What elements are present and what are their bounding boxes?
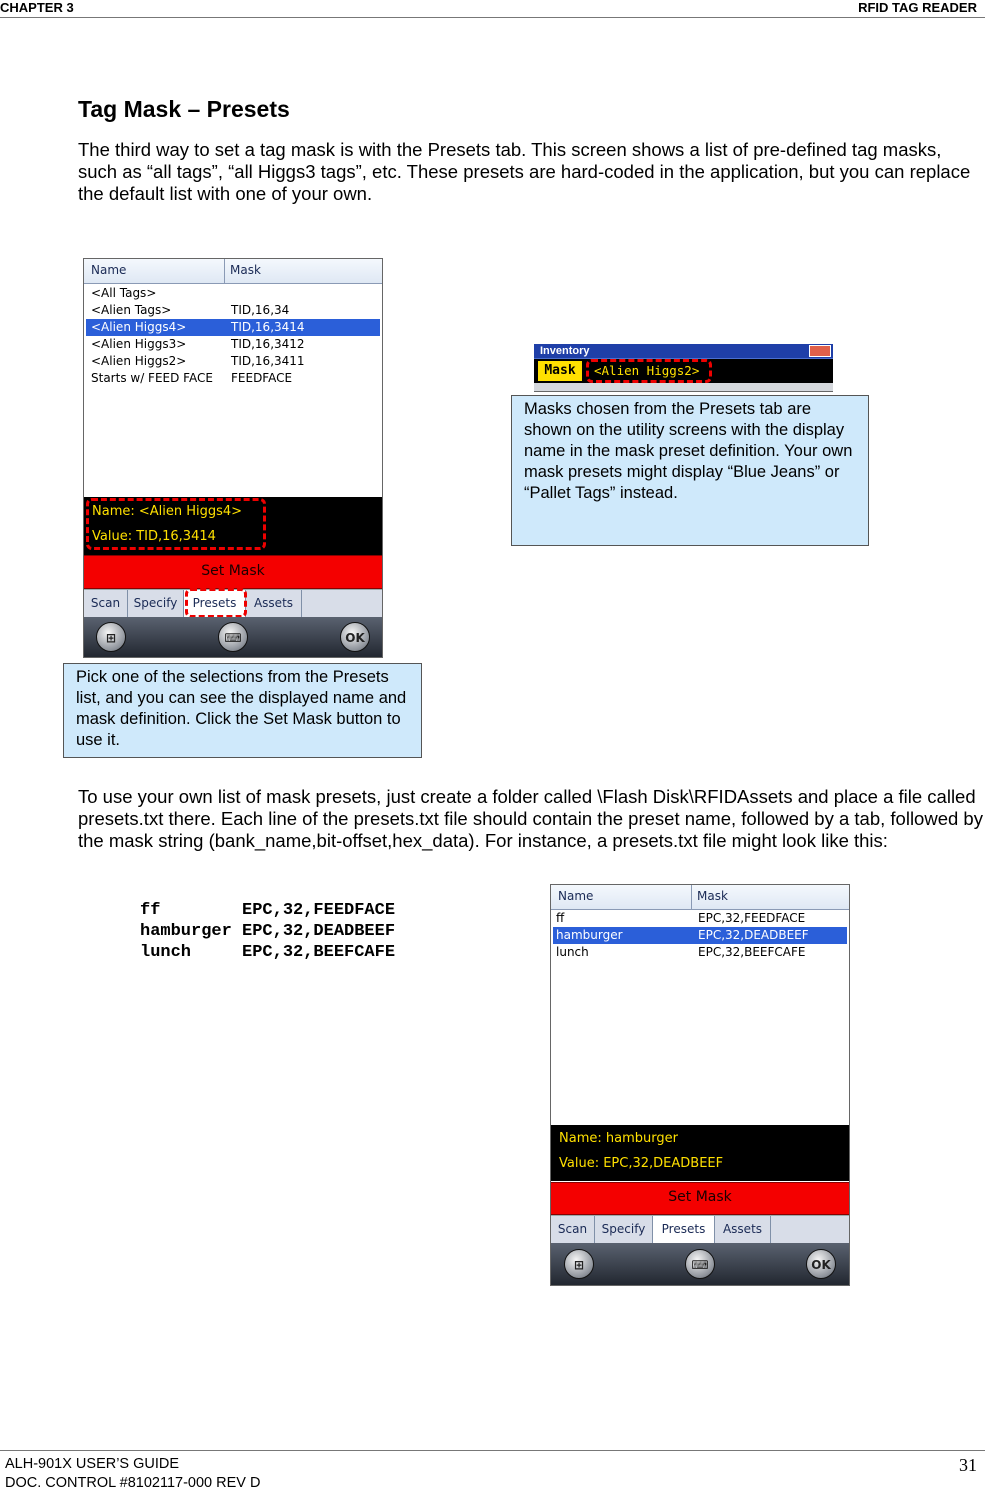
list-item[interactable]: <Alien Tags> TID,16,34 (91, 303, 290, 317)
preset-name-line: Name: <Alien Higgs4> (92, 504, 243, 519)
list-item[interactable]: <Alien Higgs3> TID,16,3412 (91, 337, 305, 351)
tab-specify[interactable]: Specify (128, 590, 184, 618)
window-title: Inventory (534, 344, 833, 358)
presets-tab-highlight (185, 588, 247, 618)
column-mask-header[interactable]: Mask (230, 263, 261, 277)
mask-value: <Alien Higgs2> (594, 363, 700, 378)
presets-file-example (140, 900, 395, 963)
start-menu-icon[interactable]: ⊞ (564, 1249, 594, 1279)
list-header (551, 885, 849, 910)
tab-presets[interactable]: Presets (653, 1216, 715, 1244)
tab-assets[interactable]: Assets (715, 1216, 771, 1244)
code-line: ff EPC,32,FEEDFACE (140, 901, 396, 920)
list-item-selected[interactable]: <Alien Higgs4> TID,16,3414 (86, 319, 380, 336)
ok-button[interactable]: OK (806, 1249, 836, 1279)
column-name-header[interactable]: Name (558, 889, 594, 903)
footer-guide: ALH-901X USER’S GUIDE (5, 1456, 180, 1472)
tab-scan[interactable]: Scan (551, 1216, 595, 1244)
intro-paragraph: The third way to set a tag mask is with the Presets tab. This screen shows a list of pre-defined tag masks, such as “all tags”, “all Higgs3 tags”, etc. These presets are hard-coded in the application, but you can replace the default list with one of your own. (78, 139, 971, 204)
section-label: RFID TAG READER (858, 0, 977, 15)
softkey-bar (84, 617, 382, 657)
keyboard-icon[interactable]: ⌨ (685, 1249, 715, 1279)
chapter-label: CHAPTER 3 (0, 0, 74, 15)
list-item-selected[interactable]: hamburger EPC,32,DEADBEEF (553, 927, 847, 944)
mask-label: Mask (538, 361, 582, 381)
presets-screen-1 (83, 258, 383, 658)
preset-info-panel (84, 497, 382, 555)
start-menu-icon[interactable]: ⊞ (96, 622, 126, 652)
list-item[interactable]: <All Tags> (91, 286, 157, 300)
tab-bar (84, 589, 382, 618)
list-item[interactable]: ff EPC,32,FEEDFACE (556, 911, 806, 925)
tab-scan[interactable]: Scan (84, 590, 128, 618)
list-item[interactable]: Starts w/ FEED FACE FEEDFACE (91, 371, 293, 385)
tab-specify[interactable]: Specify (595, 1216, 653, 1244)
presets-file-paragraph: To use your own list of mask presets, just create a folder called \Flash Disk\RFIDAssets and place a file called presets.txt there. Each line of the presets.txt file should contain the preset name, followed by a tab, followed by the mask string (bank_name,bit-offset,hex_data). For instance, a presets.txt file might look like this: (78, 786, 983, 851)
list-header (84, 259, 382, 284)
column-name-header[interactable]: Name (91, 263, 127, 277)
softkey-bar (551, 1243, 849, 1285)
footer-rule (0, 1450, 985, 1451)
keyboard-icon[interactable]: ⌨ (218, 622, 248, 652)
header-rule (0, 17, 985, 18)
preset-value-line: Value: EPC,32,DEADBEEF (559, 1156, 724, 1171)
preset-name-line: Name: hamburger (559, 1131, 678, 1146)
callout-masks-shown: Masks chosen from the Presets tab are shown on the utility screens with the display name in the mask preset definition. Your own mask presets might display “Blue Jeans” or “Pallet Tags” instead. (511, 395, 869, 546)
column-mask-header[interactable]: Mask (697, 889, 728, 903)
mask-value-highlight (586, 359, 712, 383)
set-mask-button[interactable]: Set Mask (84, 555, 382, 589)
footer-doc-control: DOC. CONTROL #8102117-000 REV D (5, 1475, 261, 1491)
list-item[interactable]: <Alien Higgs2> TID,16,3411 (91, 354, 305, 368)
page-number: 31 (959, 1455, 977, 1475)
close-icon[interactable] (809, 345, 831, 357)
preset-value-line: Value: TID,16,3414 (92, 529, 216, 544)
tab-presets[interactable]: Presets (184, 590, 246, 618)
preset-info-panel (551, 1125, 849, 1181)
inventory-screen-crop (534, 344, 833, 392)
code-line: hamburger EPC,32,DEADBEEF (140, 922, 396, 941)
presets-screen-2 (550, 884, 850, 1286)
code-line: lunch EPC,32,BEEFCAFE (140, 943, 396, 962)
set-mask-button[interactable]: Set Mask (551, 1182, 849, 1215)
tab-assets[interactable]: Assets (246, 590, 302, 618)
highlight-outline (86, 498, 266, 550)
page-title: Tag Mask – Presets (78, 96, 290, 122)
tab-bar (551, 1215, 849, 1244)
callout-pick-selection: Pick one of the selections from the Presets list, and you can see the displayed name and mask definition. Click the Set Mask button to use it. (63, 663, 422, 758)
list-item[interactable]: lunch EPC,32,BEEFCAFE (556, 945, 806, 959)
ok-button[interactable]: OK (340, 622, 370, 652)
